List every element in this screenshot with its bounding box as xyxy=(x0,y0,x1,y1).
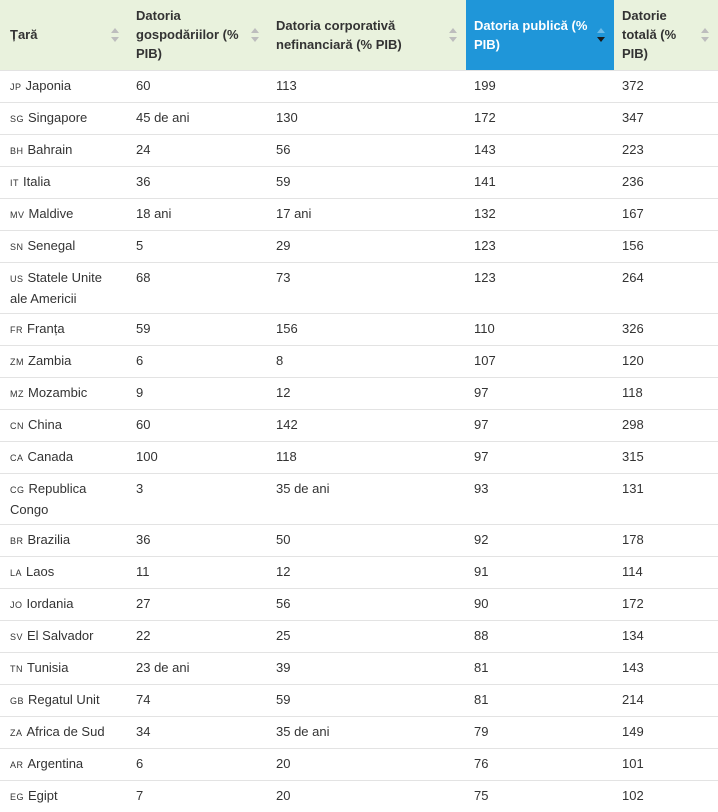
total-cell: 315 xyxy=(614,441,718,473)
corporate-cell: 59 xyxy=(268,684,466,716)
table-body xyxy=(0,70,718,812)
public-cell: 132 xyxy=(466,198,614,230)
country-name: Maldive xyxy=(28,205,74,221)
column-header-public-label: Datoria publică (% PIB) xyxy=(474,17,588,52)
household-cell: 23 de ani xyxy=(128,652,268,684)
country-code: EG xyxy=(10,791,25,802)
table-row xyxy=(0,102,718,134)
table-row xyxy=(0,345,718,377)
corporate-cell: 73 xyxy=(268,262,466,313)
corporate-cell: 59 xyxy=(268,166,466,198)
country-cell xyxy=(0,652,128,684)
total-cell: 178 xyxy=(614,524,718,556)
household-cell: 24 xyxy=(128,134,268,166)
total-cell: 131 xyxy=(614,473,718,524)
country-cell xyxy=(0,748,128,780)
household-cell: 74 xyxy=(128,684,268,716)
corporate-cell: 35 de ani xyxy=(268,473,466,524)
table-row xyxy=(0,409,718,441)
country-name: Iordania xyxy=(26,595,74,611)
total-cell: 264 xyxy=(614,262,718,313)
country-code: US xyxy=(10,273,24,284)
total-cell: 298 xyxy=(614,409,718,441)
total-cell: 214 xyxy=(614,684,718,716)
total-cell: 236 xyxy=(614,166,718,198)
public-cell: 76 xyxy=(466,748,614,780)
table-row xyxy=(0,230,718,262)
table-row xyxy=(0,262,718,313)
total-cell: 223 xyxy=(614,134,718,166)
country-cell xyxy=(0,198,128,230)
corporate-cell: 12 xyxy=(268,377,466,409)
country-cell xyxy=(0,409,128,441)
corporate-cell: 50 xyxy=(268,524,466,556)
country-cell xyxy=(0,262,128,313)
country-code: AR xyxy=(10,759,24,770)
public-cell: 79 xyxy=(466,716,614,748)
table-row xyxy=(0,748,718,780)
country-name: Mozambic xyxy=(28,384,88,400)
country-code: MV xyxy=(10,209,25,220)
public-cell: 143 xyxy=(466,134,614,166)
total-cell: 172 xyxy=(614,588,718,620)
column-header-total[interactable] xyxy=(614,0,718,70)
household-cell: 5 xyxy=(128,230,268,262)
table-row xyxy=(0,588,718,620)
household-cell: 68 xyxy=(128,262,268,313)
table-row xyxy=(0,377,718,409)
country-name: Singapore xyxy=(28,109,88,125)
corporate-cell: 118 xyxy=(268,441,466,473)
total-cell: 134 xyxy=(614,620,718,652)
country-code: ZA xyxy=(10,727,23,738)
corporate-cell: 25 xyxy=(268,620,466,652)
household-cell: 36 xyxy=(128,166,268,198)
column-header-household[interactable] xyxy=(128,0,268,70)
corporate-cell: 17 ani xyxy=(268,198,466,230)
country-code: CA xyxy=(10,452,24,463)
country-cell xyxy=(0,620,128,652)
country-code: CN xyxy=(10,420,24,431)
country-cell xyxy=(0,166,128,198)
country-name: Italia xyxy=(23,173,51,189)
table-row xyxy=(0,780,718,812)
total-cell: 372 xyxy=(614,70,718,102)
country-cell xyxy=(0,556,128,588)
public-cell: 93 xyxy=(466,473,614,524)
country-cell xyxy=(0,588,128,620)
public-cell: 172 xyxy=(466,102,614,134)
total-cell: 326 xyxy=(614,313,718,345)
household-cell: 6 xyxy=(128,345,268,377)
corporate-cell: 29 xyxy=(268,230,466,262)
table-row xyxy=(0,313,718,345)
total-cell: 347 xyxy=(614,102,718,134)
public-cell: 97 xyxy=(466,441,614,473)
public-cell: 91 xyxy=(466,556,614,588)
country-name: Bahrain xyxy=(27,141,73,157)
corporate-cell: 130 xyxy=(268,102,466,134)
country-name: Canada xyxy=(27,448,74,464)
table-row xyxy=(0,716,718,748)
country-cell xyxy=(0,473,128,524)
household-cell: 59 xyxy=(128,313,268,345)
country-name: Tunisia xyxy=(27,659,69,675)
country-name: China xyxy=(28,416,62,432)
public-cell: 123 xyxy=(466,230,614,262)
household-cell: 6 xyxy=(128,748,268,780)
public-cell: 97 xyxy=(466,409,614,441)
corporate-cell: 8 xyxy=(268,345,466,377)
country-code: TN xyxy=(10,663,23,674)
country-cell xyxy=(0,716,128,748)
corporate-cell: 56 xyxy=(268,588,466,620)
table-row xyxy=(0,684,718,716)
country-cell xyxy=(0,524,128,556)
public-cell: 90 xyxy=(466,588,614,620)
household-cell: 3 xyxy=(128,473,268,524)
public-cell: 199 xyxy=(466,70,614,102)
table-row xyxy=(0,134,718,166)
country-code: SG xyxy=(10,113,25,124)
public-cell: 88 xyxy=(466,620,614,652)
column-header-total-label: Datorie totală (% PIB) xyxy=(622,8,677,62)
table-header xyxy=(0,0,718,70)
country-code: MZ xyxy=(10,388,24,399)
household-cell: 9 xyxy=(128,377,268,409)
country-name: Egipt xyxy=(28,787,58,803)
country-name: El Salvador xyxy=(27,627,94,643)
column-header-corporate-label: Datoria corporativă nefinanciară (% PIB) xyxy=(276,17,402,52)
corporate-cell: 142 xyxy=(268,409,466,441)
sort-both-icon[interactable] xyxy=(700,27,710,43)
total-cell: 118 xyxy=(614,377,718,409)
public-cell: 81 xyxy=(466,684,614,716)
table-row xyxy=(0,166,718,198)
country-code: BH xyxy=(10,145,24,156)
country-code: IT xyxy=(10,177,19,188)
table-row xyxy=(0,652,718,684)
country-code: FR xyxy=(10,324,23,335)
corporate-cell: 20 xyxy=(268,780,466,812)
public-cell: 92 xyxy=(466,524,614,556)
country-code: LA xyxy=(10,567,23,578)
corporate-cell: 56 xyxy=(268,134,466,166)
household-cell: 36 xyxy=(128,524,268,556)
public-cell: 141 xyxy=(466,166,614,198)
sort-both-icon[interactable] xyxy=(110,27,120,43)
sort-both-icon[interactable] xyxy=(448,27,458,43)
household-cell: 27 xyxy=(128,588,268,620)
country-code: SV xyxy=(10,631,24,642)
public-cell: 110 xyxy=(466,313,614,345)
corporate-cell: 20 xyxy=(268,748,466,780)
country-cell xyxy=(0,313,128,345)
sort-both-icon[interactable] xyxy=(250,27,260,43)
household-cell: 60 xyxy=(128,70,268,102)
public-cell: 123 xyxy=(466,262,614,313)
country-name: Senegal xyxy=(27,237,76,253)
country-code: JP xyxy=(10,81,22,92)
table-row xyxy=(0,441,718,473)
country-name: Laos xyxy=(26,563,55,579)
total-cell: 167 xyxy=(614,198,718,230)
corporate-cell: 35 de ani xyxy=(268,716,466,748)
corporate-cell: 39 xyxy=(268,652,466,684)
table-row xyxy=(0,556,718,588)
household-cell: 60 xyxy=(128,409,268,441)
household-cell: 22 xyxy=(128,620,268,652)
total-cell: 102 xyxy=(614,780,718,812)
header-row xyxy=(0,0,718,70)
table-row xyxy=(0,524,718,556)
country-cell xyxy=(0,134,128,166)
public-cell: 97 xyxy=(466,377,614,409)
column-header-household-label: Datoria gospodăriilor (% PIB) xyxy=(136,8,239,62)
public-cell: 81 xyxy=(466,652,614,684)
column-header-country[interactable] xyxy=(0,0,128,70)
household-cell: 45 de ani xyxy=(128,102,268,134)
country-name: Statele Unite ale Americii xyxy=(10,269,102,306)
household-cell: 11 xyxy=(128,556,268,588)
country-code: BR xyxy=(10,535,24,546)
country-name: Zambia xyxy=(28,352,72,368)
country-cell xyxy=(0,230,128,262)
country-name: Japonia xyxy=(25,77,72,93)
table-row xyxy=(0,620,718,652)
household-cell: 100 xyxy=(128,441,268,473)
country-code: JO xyxy=(10,599,23,610)
total-cell: 143 xyxy=(614,652,718,684)
total-cell: 156 xyxy=(614,230,718,262)
country-code: ZM xyxy=(10,356,24,367)
country-code: CG xyxy=(10,484,25,495)
country-name: Brazilia xyxy=(27,531,71,547)
country-code: SN xyxy=(10,241,24,252)
country-cell xyxy=(0,377,128,409)
public-cell: 107 xyxy=(466,345,614,377)
corporate-cell: 113 xyxy=(268,70,466,102)
column-header-public[interactable] xyxy=(466,0,614,70)
country-name: Republica Congo xyxy=(10,480,87,517)
country-code: GB xyxy=(10,695,25,706)
sort-descending-icon[interactable] xyxy=(596,27,606,43)
total-cell: 120 xyxy=(614,345,718,377)
household-cell: 7 xyxy=(128,780,268,812)
column-header-country-label: Țară xyxy=(10,27,38,43)
country-name: Argentina xyxy=(27,755,84,771)
country-cell xyxy=(0,441,128,473)
country-cell xyxy=(0,345,128,377)
country-cell xyxy=(0,684,128,716)
table-row xyxy=(0,70,718,102)
total-cell: 101 xyxy=(614,748,718,780)
country-cell xyxy=(0,780,128,812)
public-cell: 75 xyxy=(466,780,614,812)
country-cell xyxy=(0,70,128,102)
total-cell: 114 xyxy=(614,556,718,588)
country-name: Franța xyxy=(27,320,65,336)
country-cell xyxy=(0,102,128,134)
corporate-cell: 156 xyxy=(268,313,466,345)
total-cell: 149 xyxy=(614,716,718,748)
country-name: Africa de Sud xyxy=(26,723,105,739)
corporate-cell: 12 xyxy=(268,556,466,588)
table-row xyxy=(0,473,718,524)
household-cell: 34 xyxy=(128,716,268,748)
table-row xyxy=(0,198,718,230)
country-name: Regatul Unit xyxy=(28,691,100,707)
column-header-corporate[interactable] xyxy=(268,0,466,70)
household-cell: 18 ani xyxy=(128,198,268,230)
